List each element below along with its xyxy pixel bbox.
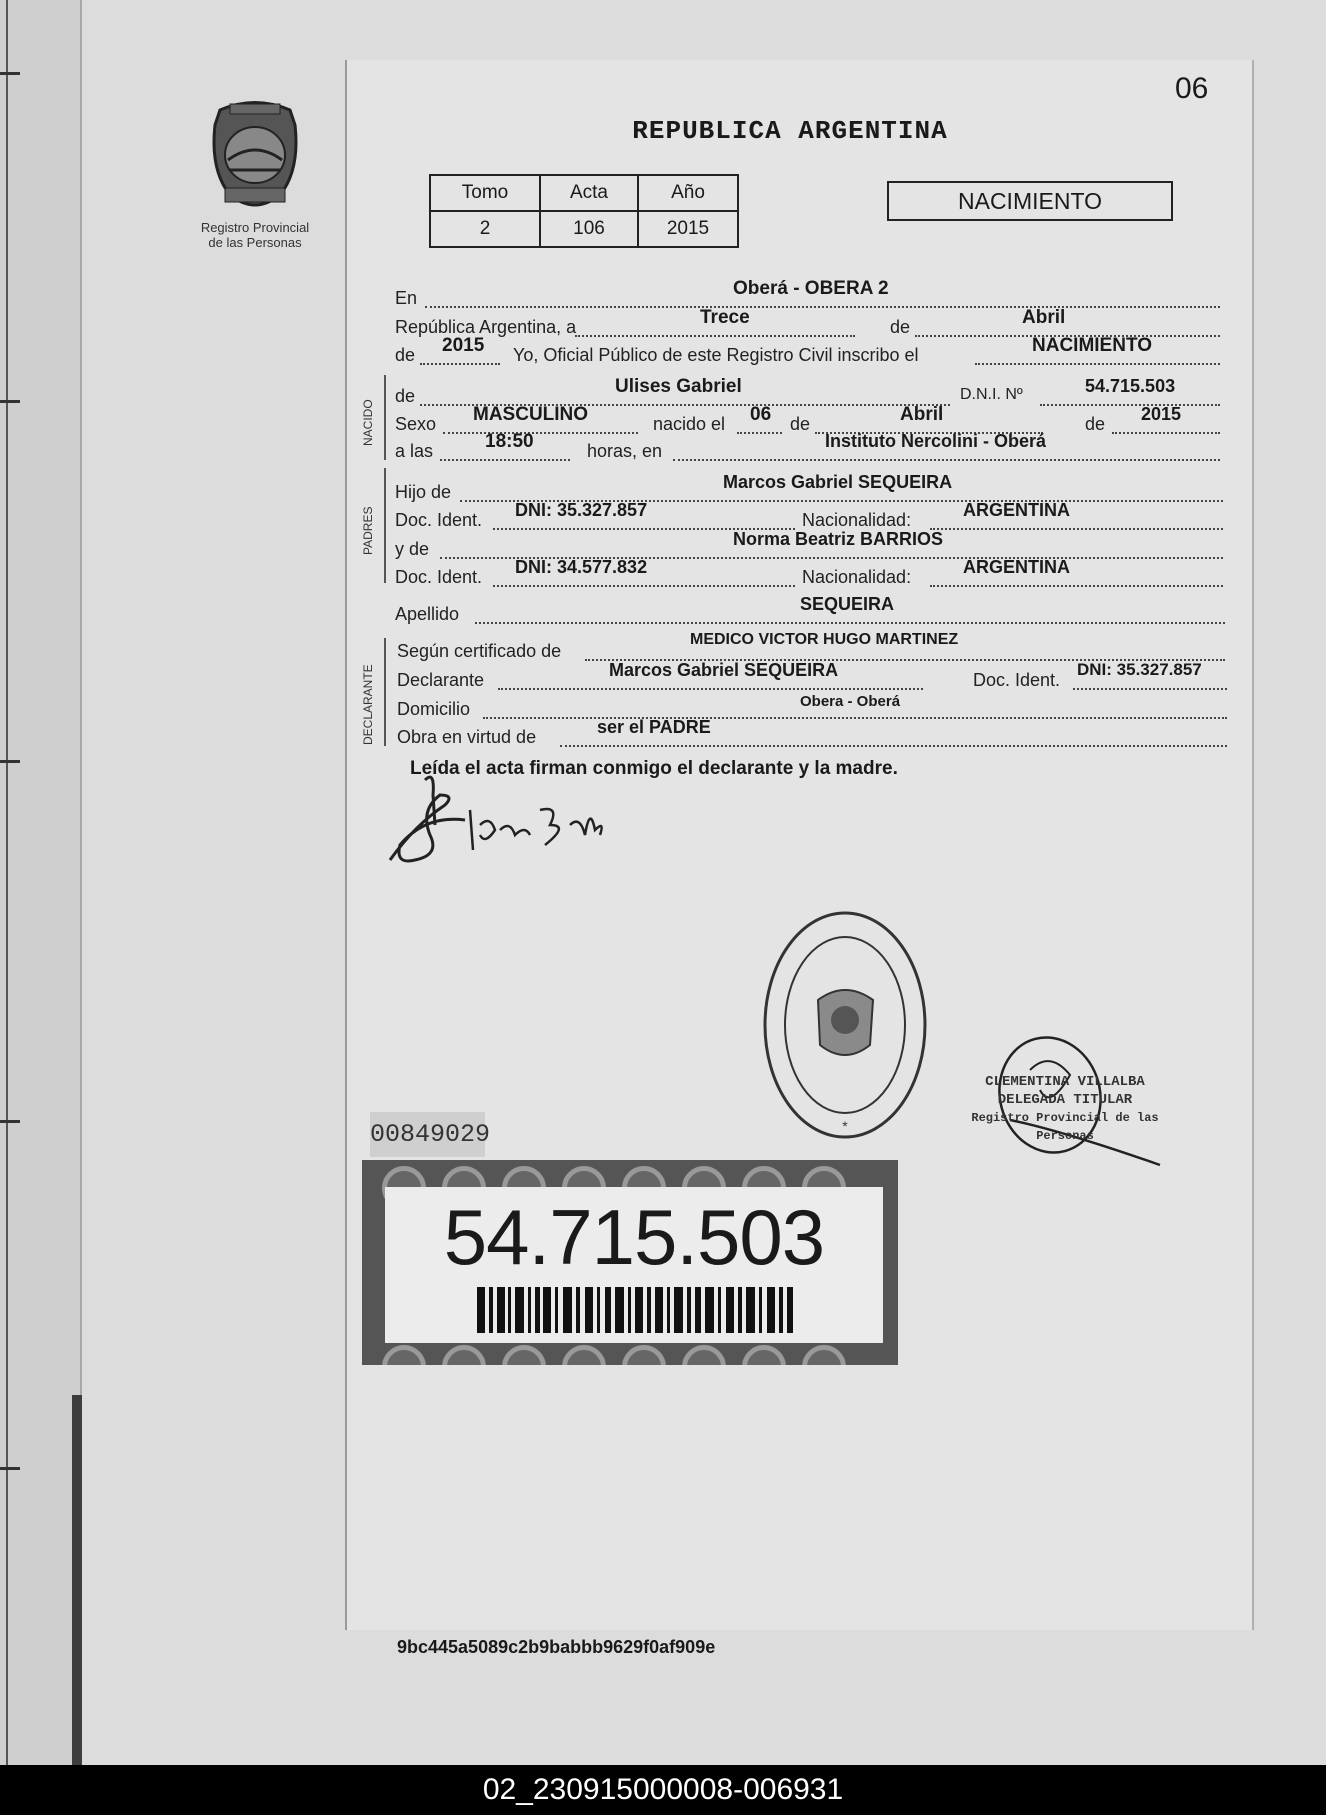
file-name-footer: 02_230915000008-006931 — [0, 1765, 1326, 1815]
label-de: de — [890, 317, 911, 337]
record-type-box: NACIMIENTO — [887, 181, 1173, 221]
pattern-circle — [682, 1345, 726, 1365]
label-en: En — [395, 288, 418, 308]
pattern-circle — [442, 1345, 486, 1365]
section-divider — [384, 375, 386, 460]
fill-line — [915, 313, 1220, 337]
barcode-label — [385, 1187, 883, 1343]
value-anio: 2015 — [638, 211, 738, 247]
shadow-strip — [72, 1395, 82, 1765]
value-capacity: ser el PADRE — [597, 717, 711, 737]
header-tomo: Tomo — [430, 175, 540, 211]
value-father-name: Marcos Gabriel SEQUEIRA — [723, 472, 953, 492]
value-year: 2015 — [442, 335, 485, 356]
label-sexo: Sexo — [395, 414, 437, 434]
form-row-en — [395, 278, 1220, 308]
value-birth-place: Instituto Nercolini - Oberá — [825, 431, 1047, 451]
registry-table-header — [430, 175, 738, 211]
value-birth-day: 06 — [750, 404, 772, 425]
value-mother-nationality: ARGENTINA — [963, 557, 1070, 577]
form-row-apellido — [395, 594, 1225, 624]
label-alas: a las — [395, 441, 434, 461]
registry-table — [429, 174, 739, 248]
form-row-name — [395, 376, 1220, 406]
label-doc: Doc. Ident. — [973, 670, 1061, 690]
binding-tick — [0, 1120, 20, 1123]
value-child-name: Ulises Gabriel — [615, 376, 742, 397]
form-row-domicilio — [395, 695, 1227, 719]
officer-organization: Registro Provincial de las Personas — [971, 1111, 1159, 1143]
pattern-circle — [802, 1345, 846, 1365]
label-domicilio: Domicilio — [397, 699, 471, 719]
binding-tick — [0, 1467, 20, 1470]
pattern-circle — [382, 1345, 426, 1365]
value-month: Abril — [1022, 307, 1066, 328]
value-sex: MASCULINO — [473, 404, 589, 425]
form-row-mother-doc — [395, 557, 1223, 587]
value-tomo: 2 — [430, 211, 540, 247]
section-label-nacido: NACIDO — [361, 399, 375, 446]
form-row-declarante — [395, 660, 1227, 690]
province-seal-icon — [200, 100, 310, 215]
form-row-mother — [395, 529, 1223, 559]
value-birth-time: 18:50 — [485, 431, 534, 452]
label-dni: D.N.I. Nº — [960, 386, 1023, 403]
pattern-circle — [622, 1345, 666, 1365]
form-row-certificado — [395, 631, 1225, 661]
binding-tick — [0, 400, 20, 403]
seal-label-line: de las Personas — [208, 235, 302, 250]
header-anio: Año — [638, 175, 738, 211]
document-title: REPUBLICA ARGENTINA — [632, 116, 948, 146]
value-certificate: MEDICO VICTOR HUGO MARTINEZ — [690, 631, 959, 648]
barcode-number: 54.715.503 — [443, 1193, 825, 1281]
officer-role: DELEGADA TITULAR — [997, 1092, 1133, 1108]
closing-statement: Leída el acta firman conmigo el declarante y la madre. — [410, 758, 898, 779]
label-horas: horas, en — [587, 441, 663, 461]
value-mother-name: Norma Beatriz BARRIOS — [733, 529, 944, 549]
pattern-circle — [502, 1345, 546, 1365]
officer-name: CLEMENTINA VILLALBA — [985, 1074, 1145, 1090]
label-obra: Obra en virtud de — [397, 727, 537, 747]
value-birth-month: Abril — [900, 404, 944, 425]
seal-label-line: Registro Provincial — [200, 220, 310, 235]
left-margin-band — [0, 0, 82, 1765]
label-nacionalidad: Nacionalidad: — [802, 567, 912, 587]
label-doc: Doc. Ident. — [395, 510, 483, 530]
form-row-time — [395, 431, 1220, 461]
value-surname: SEQUEIRA — [800, 594, 895, 614]
section-label-declarante: DECLARANTE — [361, 664, 375, 745]
value-father-nationality: ARGENTINA — [963, 500, 1070, 520]
label-republica: República Argentina, a — [395, 317, 577, 337]
svg-text:*: * — [842, 1118, 848, 1134]
label-de: de — [395, 386, 416, 406]
label-de: de — [1085, 414, 1106, 434]
value-declarant-name: Marcos Gabriel SEQUEIRA — [609, 660, 839, 680]
control-number: 00849029 — [370, 1112, 485, 1157]
value-address: Obera - Oberá — [800, 693, 901, 710]
binding-tick — [0, 760, 20, 763]
section-label-padres: PADRES — [361, 506, 375, 555]
value-declarant-doc: DNI: 35.327.857 — [1077, 660, 1202, 679]
form-row-republica — [395, 307, 1220, 337]
label-declarante: Declarante — [397, 670, 485, 690]
label-doc: Doc. Ident. — [395, 567, 483, 587]
label-yde: y de — [395, 539, 430, 559]
label-oficial: Yo, Oficial Público de este Registro Civil inscribo el — [513, 345, 919, 365]
label-de: de — [790, 414, 811, 434]
value-father-doc: DNI: 35.327.857 — [515, 500, 648, 520]
value-locality: Oberá - OBERA 2 — [733, 278, 889, 299]
page-number: 06 — [1175, 72, 1209, 105]
label-nacido: nacido el — [653, 414, 726, 434]
label-hijo: Hijo de — [395, 482, 452, 502]
form-row-obra — [395, 717, 1227, 747]
form-row-father-doc — [395, 500, 1223, 530]
label-apellido: Apellido — [395, 604, 460, 624]
value-acta: 106 — [540, 211, 638, 247]
value-dni: 54.715.503 — [1085, 376, 1176, 396]
header-acta: Acta — [540, 175, 638, 211]
pattern-circle — [562, 1345, 606, 1365]
declarant-signature — [385, 765, 625, 875]
binding-tick — [0, 72, 20, 75]
barcode-icon — [477, 1287, 793, 1333]
section-divider — [384, 468, 386, 583]
label-nacionalidad: Nacionalidad: — [802, 510, 912, 530]
value-mother-doc: DNI: 34.577.832 — [515, 557, 648, 577]
form-row-father — [395, 472, 1223, 502]
delegation-stamp — [758, 905, 933, 1145]
pattern-circle — [742, 1345, 786, 1365]
form-row-year — [395, 335, 1220, 365]
label-segun: Según certificado de — [397, 641, 562, 661]
signing-officer-block — [940, 1073, 1190, 1145]
value-day: Trece — [700, 307, 750, 328]
document-hash: 9bc445a5089c2b9babbb9629f0af909e — [397, 1637, 716, 1657]
binding-line — [6, 0, 8, 1765]
registry-table-values — [430, 211, 738, 247]
registry-seal-label — [185, 220, 325, 250]
value-birth-year: 2015 — [1141, 404, 1182, 424]
value-event: NACIMIENTO — [1032, 335, 1152, 356]
label-de: de — [395, 345, 416, 365]
section-divider — [384, 638, 386, 746]
